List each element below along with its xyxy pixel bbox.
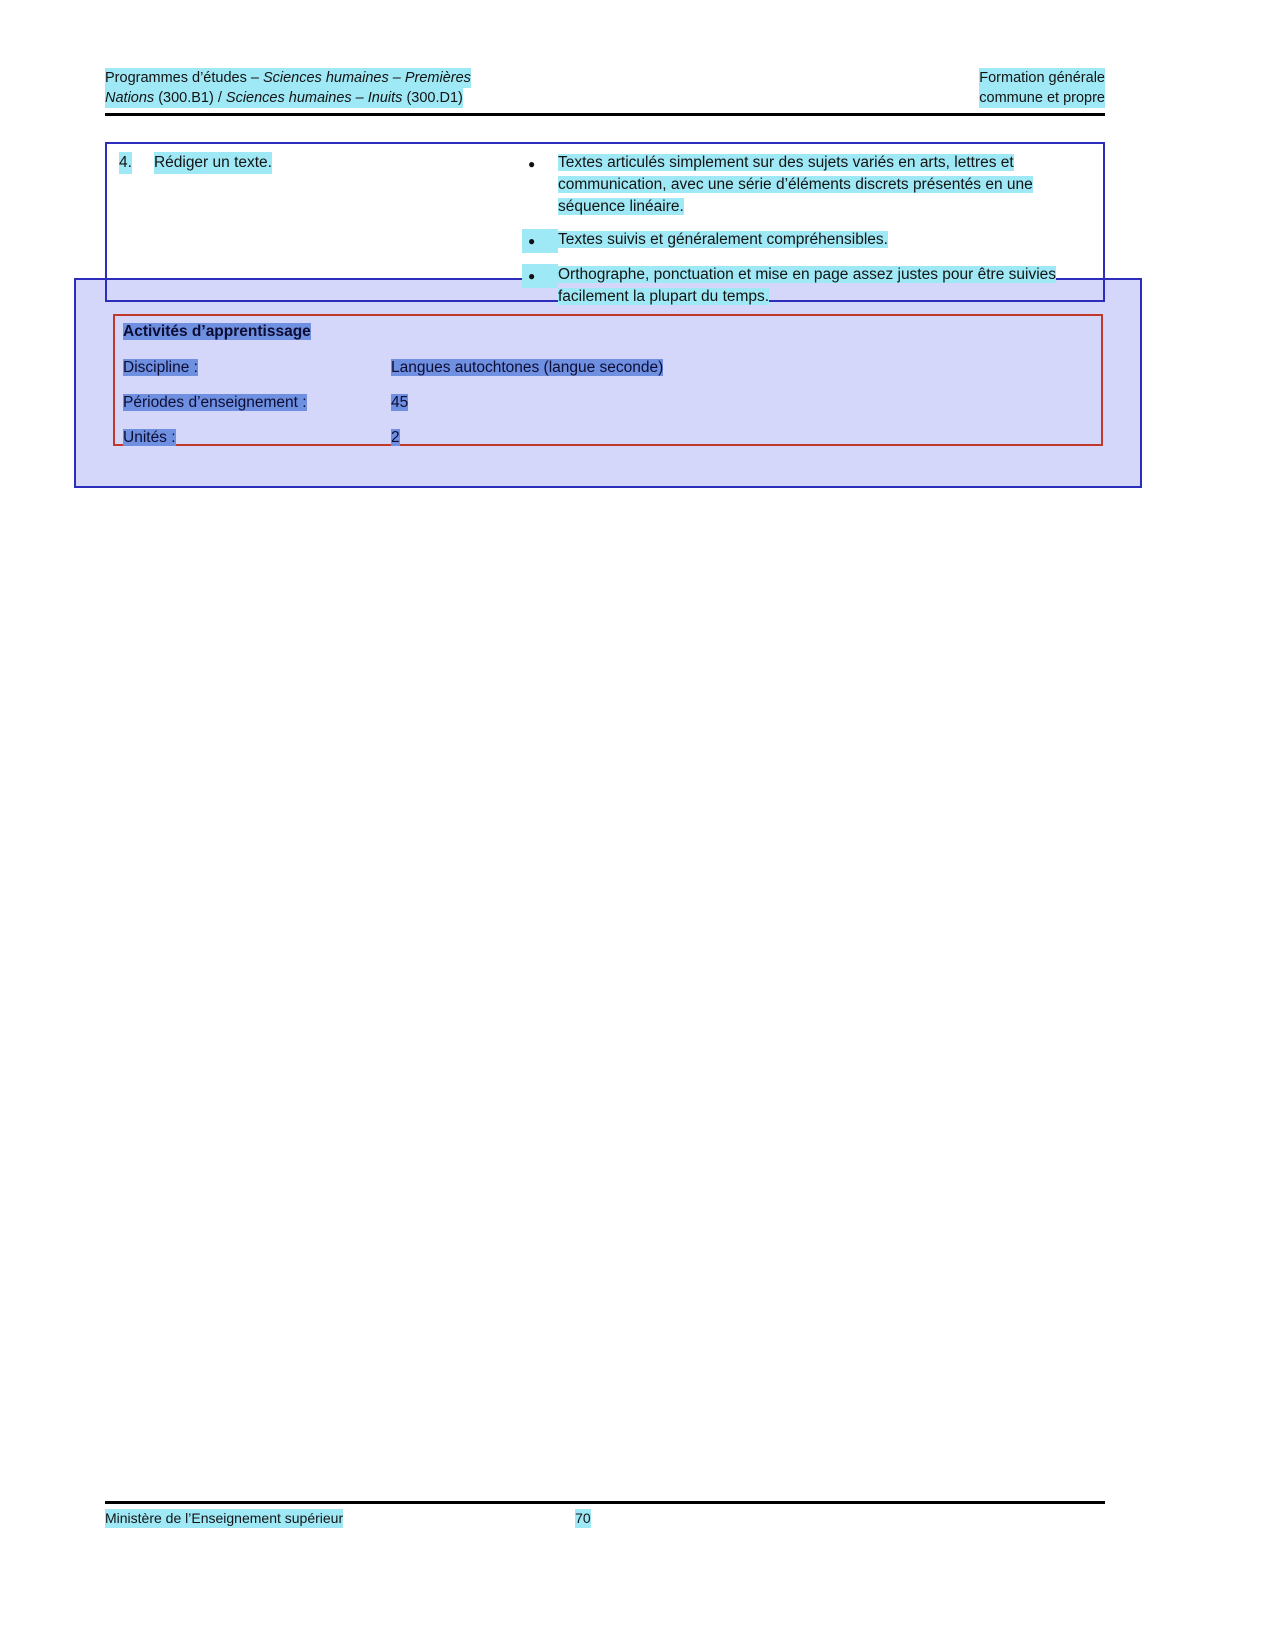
periods-label [123, 393, 391, 412]
bullet-icon: ● [522, 264, 558, 288]
units-label-text: Unités : [123, 429, 176, 446]
header-left-line2-italic: Nations [105, 90, 155, 106]
header-left-line1 [105, 68, 471, 88]
header-divider [105, 113, 1105, 116]
discipline-label [123, 358, 391, 377]
header-right-line1: Formation générale [979, 70, 1105, 86]
criterion-2-label: Textes suivis et généralement compréhensibles. [558, 231, 888, 248]
page-footer [105, 1509, 1105, 1528]
footer-divider [105, 1501, 1105, 1504]
activities-row-discipline [123, 358, 1083, 377]
learning-activities-box [113, 314, 1103, 446]
header-row-1 [105, 68, 1105, 88]
units-label [123, 428, 391, 447]
bullet-icon: ● [528, 157, 536, 171]
header-left-line2 [105, 88, 463, 108]
footer-ministry: Ministère de l’Enseignement supérieur [105, 1510, 344, 1526]
criterion-text-1 [558, 152, 1092, 218]
periods-value [391, 393, 1083, 412]
competency-statement: Rédiger un texte. [154, 152, 272, 174]
criterion-text-3 [558, 264, 1092, 308]
page-header [105, 68, 1105, 108]
competency-table [105, 142, 1105, 305]
activities-title [123, 323, 311, 341]
activities-row-units [123, 428, 1083, 447]
competency-number: 4. [119, 152, 132, 174]
units-value [391, 428, 1083, 447]
units-value-text: 2 [391, 429, 400, 446]
competency-statement-cell [119, 152, 519, 174]
list-item [522, 264, 1092, 308]
header-left-line2-mid: (300.B1) / [154, 90, 226, 106]
header-right-line2: commune et propre [979, 90, 1105, 106]
list-item [522, 152, 1092, 218]
discipline-label-text: Discipline : [123, 359, 198, 376]
header-left-line2-italic2: Sciences humaines – Inuits [225, 90, 403, 106]
bullet-icon: ● [522, 229, 558, 253]
criterion-3-label: Orthographe, ponctuation et mise en page assez justes pour être suivies facilement la plupart du temps. [558, 266, 1057, 305]
criterion-text-2 [558, 229, 1092, 251]
header-left-line2-end: (300.D1) [402, 90, 463, 106]
periods-value-text: 45 [391, 394, 409, 411]
header-left-line1-plain: Programmes d’études – [105, 70, 263, 86]
activities-row-periods [123, 393, 1083, 412]
header-left-line1-italic: Sciences humaines – Premières [262, 70, 471, 86]
footer-page-number: 70 [575, 1510, 591, 1526]
periods-label-text: Périodes d’enseignement : [123, 394, 307, 411]
list-item [522, 229, 1092, 253]
competency-criteria-cell [522, 152, 1092, 308]
discipline-value [391, 358, 1083, 377]
criterion-1-label: Textes articulés simplement sur des sujets variés en arts, lettres et communication, avec une série d’éléments discrets présentés en une séquence linéaire. [558, 154, 1033, 215]
discipline-value-text: Langues autochtones (langue seconde) [391, 359, 664, 376]
activities-rows [123, 358, 1083, 463]
header-row-2 [105, 88, 1105, 108]
activities-title-label: Activités d’apprentissage [123, 323, 311, 340]
